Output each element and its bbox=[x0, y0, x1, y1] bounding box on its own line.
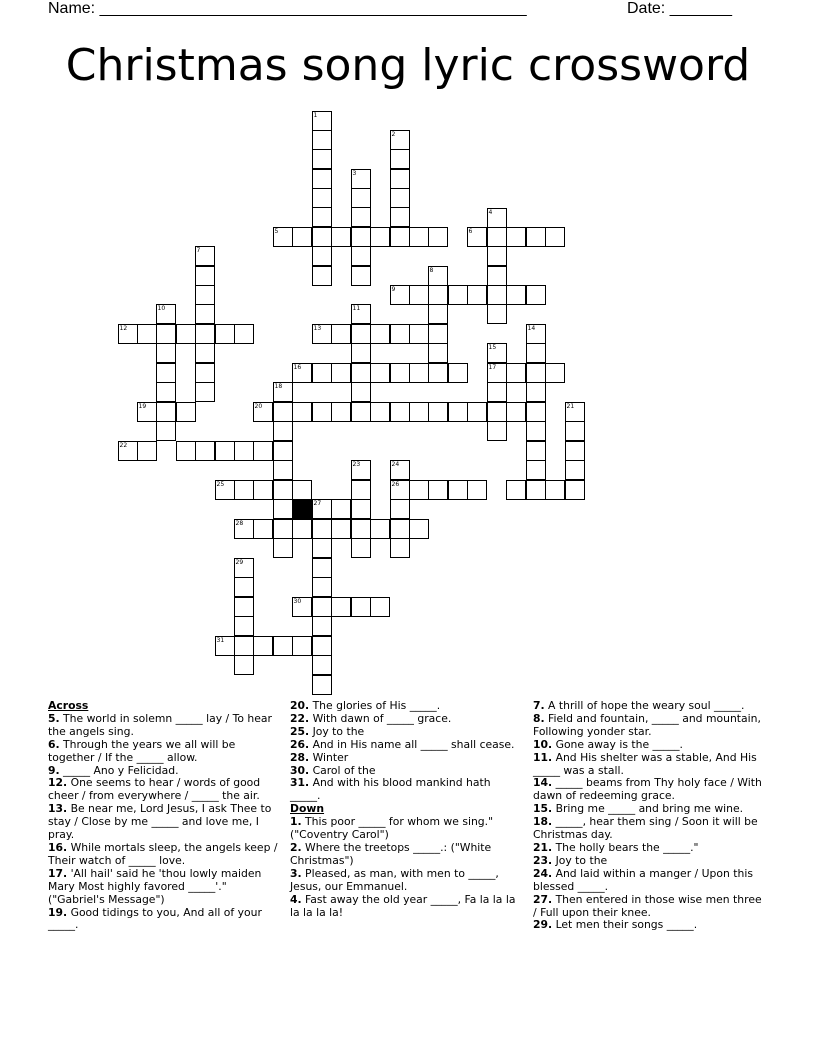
clue-item bbox=[533, 816, 765, 842]
clue-item-text: 'All hail' said he 'thou lowly maiden Mary Most highly favored _____'." ("Gabriel's Message") bbox=[48, 866, 262, 906]
grid-cell[interactable] bbox=[448, 285, 468, 305]
clue-number: 14 bbox=[527, 324, 536, 332]
clue-number: 24 bbox=[391, 460, 400, 468]
clue-item-text: Field and fountain, _____ and mountain, Following yonder star. bbox=[533, 711, 761, 738]
name-field-label: Name: ________________________________________________ bbox=[48, 0, 527, 17]
grid-cell[interactable] bbox=[526, 480, 546, 500]
grid-cell[interactable] bbox=[370, 363, 390, 383]
grid-cell[interactable] bbox=[370, 227, 390, 247]
clue-item-text: While mortals sleep, the angels keep / Their watch of _____ love. bbox=[48, 840, 278, 867]
grid-cell[interactable] bbox=[351, 538, 371, 558]
grid-cell[interactable] bbox=[312, 188, 332, 208]
clue-item-number: 11. bbox=[533, 750, 553, 764]
grid-cell[interactable] bbox=[351, 597, 371, 617]
clue-number: 23 bbox=[352, 460, 361, 468]
clue-item-text: Joy to the bbox=[552, 853, 608, 867]
clue-number: 5 bbox=[274, 227, 279, 235]
grid-cell[interactable] bbox=[273, 499, 293, 519]
clue-item bbox=[533, 919, 765, 932]
clue-item bbox=[533, 894, 765, 920]
grid-cell[interactable] bbox=[409, 363, 429, 383]
clue-item-number: 12. bbox=[48, 776, 68, 790]
grid-cell[interactable] bbox=[390, 149, 410, 169]
grid-cell[interactable] bbox=[312, 558, 332, 578]
clue-item-text: Fast away the old year _____, Fa la la la la la la la! bbox=[290, 892, 516, 919]
clue-number: 16 bbox=[293, 363, 302, 371]
clue-number: 4 bbox=[488, 208, 493, 216]
grid-cell[interactable] bbox=[292, 402, 312, 422]
grid-cell[interactable] bbox=[312, 402, 332, 422]
grid-cell[interactable] bbox=[351, 324, 371, 344]
clue-item-text: Winter bbox=[309, 750, 349, 764]
grid-cell[interactable] bbox=[331, 227, 351, 247]
grid-cell[interactable] bbox=[253, 441, 273, 461]
grid-cell[interactable] bbox=[526, 441, 546, 461]
clue-item-text: Gone away is the _____. bbox=[552, 737, 683, 751]
grid-cell[interactable] bbox=[390, 499, 410, 519]
grid-cell[interactable] bbox=[234, 636, 254, 656]
clue-item-text: _____, hear them sing / Soon it will be Christmas day. bbox=[533, 815, 758, 842]
clue-item bbox=[48, 713, 278, 739]
clue-number: 26 bbox=[391, 480, 400, 488]
clue-number: 6 bbox=[468, 227, 473, 235]
clue-item bbox=[290, 777, 518, 803]
clue-item-number: 20. bbox=[290, 699, 310, 712]
grid-cell[interactable] bbox=[312, 363, 332, 383]
grid-cell[interactable] bbox=[565, 441, 585, 461]
clue-item-number: 18. bbox=[533, 815, 553, 829]
grid-cell[interactable] bbox=[215, 324, 235, 344]
grid-cell[interactable] bbox=[312, 130, 332, 150]
clue-item bbox=[48, 777, 278, 803]
clue-item-text: Good tidings to you, And all of your _____. bbox=[48, 905, 262, 932]
clue-number: 10 bbox=[157, 304, 166, 312]
clue-item-number: 22. bbox=[290, 711, 310, 725]
grid-cell[interactable] bbox=[253, 480, 273, 500]
grid-cell[interactable] bbox=[273, 480, 293, 500]
clue-item-text: And with his blood mankind hath _____. bbox=[290, 776, 491, 803]
grid-cell[interactable] bbox=[137, 441, 157, 461]
clue-item-text: Carol of the bbox=[309, 763, 376, 777]
grid-cell[interactable] bbox=[409, 285, 429, 305]
clue-item-number: 5. bbox=[48, 711, 60, 725]
clue-item-number: 2. bbox=[290, 840, 302, 854]
grid-cell[interactable] bbox=[156, 402, 176, 422]
clue-number: 28 bbox=[235, 519, 244, 527]
clue-number: 21 bbox=[566, 402, 575, 410]
grid-cell[interactable] bbox=[292, 636, 312, 656]
clue-item-number: 10. bbox=[533, 737, 553, 751]
grid-cell[interactable] bbox=[156, 343, 176, 363]
grid-cell[interactable] bbox=[351, 499, 371, 519]
grid-cell[interactable] bbox=[448, 363, 468, 383]
clue-item-number: 4. bbox=[290, 892, 302, 906]
grid-cell[interactable] bbox=[487, 246, 507, 266]
grid-cell[interactable] bbox=[487, 382, 507, 402]
grid-cell[interactable] bbox=[273, 421, 293, 441]
grid-cell[interactable] bbox=[292, 519, 312, 539]
grid-cell[interactable] bbox=[273, 519, 293, 539]
grid-cell[interactable] bbox=[506, 480, 526, 500]
grid-cell[interactable] bbox=[312, 519, 332, 539]
clue-number: 3 bbox=[352, 169, 357, 177]
clue-number: 29 bbox=[235, 558, 244, 566]
grid-cell[interactable] bbox=[370, 519, 390, 539]
grid-cell[interactable] bbox=[409, 324, 429, 344]
grid-cell[interactable] bbox=[390, 169, 410, 189]
grid-cell[interactable] bbox=[487, 402, 507, 422]
grid-cell[interactable] bbox=[487, 285, 507, 305]
grid-cell[interactable] bbox=[390, 227, 410, 247]
grid-cell[interactable] bbox=[351, 519, 371, 539]
grid-cell[interactable] bbox=[176, 324, 196, 344]
grid-cell[interactable] bbox=[312, 169, 332, 189]
grid-cell[interactable] bbox=[331, 597, 351, 617]
clue-item-text: And in His name all _____ shall cease. bbox=[309, 737, 515, 751]
grid-cell[interactable] bbox=[273, 402, 293, 422]
grid-cell[interactable] bbox=[331, 324, 351, 344]
grid-cell[interactable] bbox=[526, 363, 546, 383]
grid-cell[interactable] bbox=[331, 363, 351, 383]
grid-cell[interactable] bbox=[234, 597, 254, 617]
clue-number: 22 bbox=[119, 441, 128, 449]
clue-item-number: 16. bbox=[48, 840, 68, 854]
date-field-label: Date: _______ bbox=[627, 0, 732, 17]
clue-number: 12 bbox=[119, 324, 128, 332]
grid-cell[interactable] bbox=[195, 304, 215, 324]
clue-section-heading: Across bbox=[48, 699, 89, 712]
grid-cell[interactable] bbox=[390, 402, 410, 422]
clue-number: 2 bbox=[391, 130, 396, 138]
grid-cell[interactable] bbox=[234, 480, 254, 500]
grid-cell[interactable] bbox=[409, 480, 429, 500]
grid-cell[interactable] bbox=[351, 227, 371, 247]
black-cell bbox=[292, 499, 312, 519]
clue-item-number: 9. bbox=[48, 763, 60, 777]
grid-cell[interactable] bbox=[351, 188, 371, 208]
grid-cell[interactable] bbox=[351, 363, 371, 383]
grid-cell[interactable] bbox=[351, 207, 371, 227]
grid-cell[interactable] bbox=[331, 402, 351, 422]
grid-cell[interactable] bbox=[312, 227, 332, 247]
clue-number: 7 bbox=[196, 246, 201, 254]
grid-cell[interactable] bbox=[526, 227, 546, 247]
grid-cell[interactable] bbox=[428, 324, 448, 344]
grid-cell[interactable] bbox=[390, 519, 410, 539]
clue-item-number: 13. bbox=[48, 802, 68, 816]
clues-column-2 bbox=[290, 700, 518, 919]
clue-number: 17 bbox=[488, 363, 497, 371]
clue-item-number: 14. bbox=[533, 776, 553, 790]
clue-item bbox=[290, 842, 518, 868]
clue-item-number: 23. bbox=[533, 853, 553, 867]
grid-cell[interactable] bbox=[428, 363, 448, 383]
grid-cell[interactable] bbox=[428, 227, 448, 247]
clue-item-number: 3. bbox=[290, 866, 302, 880]
clue-section-heading: Down bbox=[290, 802, 325, 816]
grid-cell[interactable] bbox=[195, 285, 215, 305]
grid-cell[interactable] bbox=[312, 636, 332, 656]
grid-cell[interactable] bbox=[448, 402, 468, 422]
clue-item-text: This poor _____ for whom we sing." ("Coventry Carol") bbox=[290, 815, 494, 842]
clue-item-number: 1. bbox=[290, 815, 302, 829]
clue-item bbox=[48, 842, 278, 868]
grid-cell[interactable] bbox=[390, 538, 410, 558]
clue-item-text: The world in solemn _____ lay / To hear the angels sing. bbox=[48, 711, 272, 738]
grid-cell[interactable] bbox=[545, 363, 565, 383]
grid-cell[interactable] bbox=[428, 343, 448, 363]
grid-cell[interactable] bbox=[526, 382, 546, 402]
clue-item-number: 24. bbox=[533, 866, 553, 880]
grid-cell[interactable] bbox=[526, 421, 546, 441]
grid-cell[interactable] bbox=[526, 460, 546, 480]
grid-cell[interactable] bbox=[312, 616, 332, 636]
grid-cell[interactable] bbox=[137, 324, 157, 344]
grid-cell[interactable] bbox=[487, 227, 507, 247]
clue-item-number: 17. bbox=[48, 866, 68, 880]
clue-number: 13 bbox=[313, 324, 322, 332]
clue-item bbox=[290, 816, 518, 842]
grid-cell[interactable] bbox=[351, 246, 371, 266]
grid-cell[interactable] bbox=[487, 421, 507, 441]
grid-cell[interactable] bbox=[292, 227, 312, 247]
grid-cell[interactable] bbox=[234, 577, 254, 597]
clue-item-text: Pleased, as man, with men to _____, Jesus, our Emmanuel. bbox=[290, 866, 499, 893]
clue-item-number: 8. bbox=[533, 711, 545, 725]
grid-cell[interactable] bbox=[565, 421, 585, 441]
grid-cell[interactable] bbox=[565, 480, 585, 500]
clue-item bbox=[48, 868, 278, 907]
grid-cell[interactable] bbox=[351, 402, 371, 422]
clue-item-number: 26. bbox=[290, 737, 310, 751]
grid-cell[interactable] bbox=[292, 480, 312, 500]
grid-cell[interactable] bbox=[253, 636, 273, 656]
clue-item-number: 21. bbox=[533, 840, 553, 854]
grid-cell[interactable] bbox=[351, 266, 371, 286]
clue-item bbox=[290, 894, 518, 920]
grid-cell[interactable] bbox=[273, 460, 293, 480]
grid-cell[interactable] bbox=[234, 616, 254, 636]
grid-cell[interactable] bbox=[195, 266, 215, 286]
grid-cell[interactable] bbox=[234, 324, 254, 344]
clue-item-text: Where the treetops _____.: ("White Christmas") bbox=[290, 840, 492, 867]
grid-cell[interactable] bbox=[370, 402, 390, 422]
grid-cell[interactable] bbox=[312, 655, 332, 675]
clue-item-text: Be near me, Lord Jesus, I ask Thee to stay / Close by me _____ and love me, I pray. bbox=[48, 802, 272, 842]
clue-item-text: The glories of His _____. bbox=[309, 699, 441, 712]
grid-cell[interactable] bbox=[506, 227, 526, 247]
grid-cell[interactable] bbox=[156, 421, 176, 441]
grid-cell[interactable] bbox=[545, 480, 565, 500]
grid-cell[interactable] bbox=[526, 402, 546, 422]
grid-cell[interactable] bbox=[409, 227, 429, 247]
clue-item-text: _____ beams from Thy holy face / With dawn of redeeming grace. bbox=[533, 776, 762, 803]
grid-cell[interactable] bbox=[234, 441, 254, 461]
clue-item-text: Through the years we all will be together / If the _____ allow. bbox=[48, 737, 236, 764]
clues-column-3 bbox=[533, 700, 765, 932]
clue-number: 1 bbox=[313, 111, 318, 119]
clues-column-1 bbox=[48, 700, 278, 932]
clue-number: 8 bbox=[429, 266, 434, 274]
clue-item bbox=[533, 777, 765, 803]
clue-item-number: 29. bbox=[533, 918, 553, 932]
grid-cell[interactable] bbox=[487, 266, 507, 286]
clue-number: 9 bbox=[391, 285, 396, 293]
clue-item-text: Let men their songs _____. bbox=[552, 918, 698, 932]
clue-item-text: Then entered in those wise men three / Full upon their knee. bbox=[533, 892, 762, 919]
grid-cell[interactable] bbox=[156, 363, 176, 383]
clue-item-number: 27. bbox=[533, 892, 553, 906]
grid-cell[interactable] bbox=[331, 519, 351, 539]
clue-item-text: One seems to hear / words of good cheer / from everywhere / _____ the air. bbox=[48, 776, 261, 803]
clue-number: 27 bbox=[313, 499, 322, 507]
clue-item bbox=[533, 752, 765, 778]
grid-cell[interactable] bbox=[312, 577, 332, 597]
clue-item-number: 25. bbox=[290, 724, 310, 738]
grid-cell[interactable] bbox=[312, 149, 332, 169]
clue-item-text: The holly bears the _____." bbox=[552, 840, 699, 854]
clue-item-number: 15. bbox=[533, 802, 553, 816]
clue-number: 30 bbox=[293, 597, 302, 605]
grid-cell[interactable] bbox=[351, 480, 371, 500]
grid-cell[interactable] bbox=[273, 636, 293, 656]
grid-cell[interactable] bbox=[195, 441, 215, 461]
grid-cell[interactable] bbox=[487, 304, 507, 324]
clue-item bbox=[533, 868, 765, 894]
grid-cell[interactable] bbox=[195, 363, 215, 383]
clue-item-number: 7. bbox=[533, 699, 545, 712]
grid-cell[interactable] bbox=[234, 655, 254, 675]
grid-cell[interactable] bbox=[390, 188, 410, 208]
grid-cell[interactable] bbox=[526, 343, 546, 363]
clue-item-text: And His shelter was a stable, And His _____ was a stall. bbox=[533, 750, 757, 777]
grid-cell[interactable] bbox=[467, 285, 487, 305]
grid-cell[interactable] bbox=[331, 499, 351, 519]
grid-cell[interactable] bbox=[390, 363, 410, 383]
grid-cell[interactable] bbox=[506, 402, 526, 422]
grid-cell[interactable] bbox=[526, 285, 546, 305]
grid-cell[interactable] bbox=[253, 519, 273, 539]
grid-cell[interactable] bbox=[428, 402, 448, 422]
grid-cell[interactable] bbox=[312, 538, 332, 558]
grid-cell[interactable] bbox=[370, 324, 390, 344]
grid-cell[interactable] bbox=[156, 324, 176, 344]
grid-cell[interactable] bbox=[390, 207, 410, 227]
grid-cell[interactable] bbox=[370, 597, 390, 617]
grid-cell[interactable] bbox=[409, 402, 429, 422]
clue-item-text: Joy to the bbox=[309, 724, 365, 738]
grid-cell[interactable] bbox=[176, 402, 196, 422]
grid-cell[interactable] bbox=[545, 227, 565, 247]
grid-cell[interactable] bbox=[215, 441, 235, 461]
grid-cell[interactable] bbox=[390, 324, 410, 344]
clue-number: 18 bbox=[274, 382, 283, 390]
grid-cell[interactable] bbox=[156, 382, 176, 402]
grid-cell[interactable] bbox=[351, 343, 371, 363]
clue-item-number: 31. bbox=[290, 776, 310, 790]
grid-cell[interactable] bbox=[467, 480, 487, 500]
grid-cell[interactable] bbox=[506, 363, 526, 383]
clue-number: 19 bbox=[138, 402, 147, 410]
grid-cell[interactable] bbox=[428, 480, 448, 500]
clue-number: 11 bbox=[352, 304, 361, 312]
clue-item-number: 28. bbox=[290, 750, 310, 764]
clue-number: 20 bbox=[254, 402, 263, 410]
grid-cell[interactable] bbox=[195, 324, 215, 344]
grid-cell[interactable] bbox=[428, 285, 448, 305]
clue-item bbox=[533, 713, 765, 739]
grid-cell[interactable] bbox=[176, 441, 196, 461]
grid-cell[interactable] bbox=[195, 343, 215, 363]
clue-number: 15 bbox=[488, 343, 497, 351]
clue-item-text: And laid within a manger / Upon this blessed _____. bbox=[533, 866, 753, 893]
clue-item-text: A thrill of hope the weary soul _____. bbox=[544, 699, 745, 712]
clue-item bbox=[48, 739, 278, 765]
clue-item-number: 19. bbox=[48, 905, 68, 919]
clue-item bbox=[48, 803, 278, 842]
grid-cell[interactable] bbox=[565, 460, 585, 480]
grid-cell[interactable] bbox=[448, 480, 468, 500]
grid-cell[interactable] bbox=[273, 441, 293, 461]
clue-item-number: 30. bbox=[290, 763, 310, 777]
grid-cell[interactable] bbox=[312, 266, 332, 286]
clue-item-text: _____ Ano y Felicidad. bbox=[59, 763, 179, 777]
grid-cell[interactable] bbox=[428, 304, 448, 324]
clue-item-number: 6. bbox=[48, 737, 60, 751]
grid-cell[interactable] bbox=[273, 538, 293, 558]
clue-number: 25 bbox=[216, 480, 225, 488]
grid-cell[interactable] bbox=[351, 382, 371, 402]
clue-item bbox=[48, 907, 278, 933]
page-title: Christmas song lyric crossword bbox=[65, 40, 751, 91]
grid-cell[interactable] bbox=[312, 597, 332, 617]
clue-item-text: Bring me _____ and bring me wine. bbox=[552, 802, 744, 816]
grid-cell[interactable] bbox=[467, 402, 487, 422]
grid-cell[interactable] bbox=[409, 519, 429, 539]
clue-number: 31 bbox=[216, 636, 225, 644]
grid-cell[interactable] bbox=[312, 207, 332, 227]
clue-item-text: With dawn of _____ grace. bbox=[309, 711, 452, 725]
grid-cell[interactable] bbox=[195, 382, 215, 402]
grid-cell[interactable] bbox=[506, 285, 526, 305]
grid-cell[interactable] bbox=[312, 246, 332, 266]
clue-item bbox=[290, 868, 518, 894]
grid-cell[interactable] bbox=[312, 675, 332, 695]
